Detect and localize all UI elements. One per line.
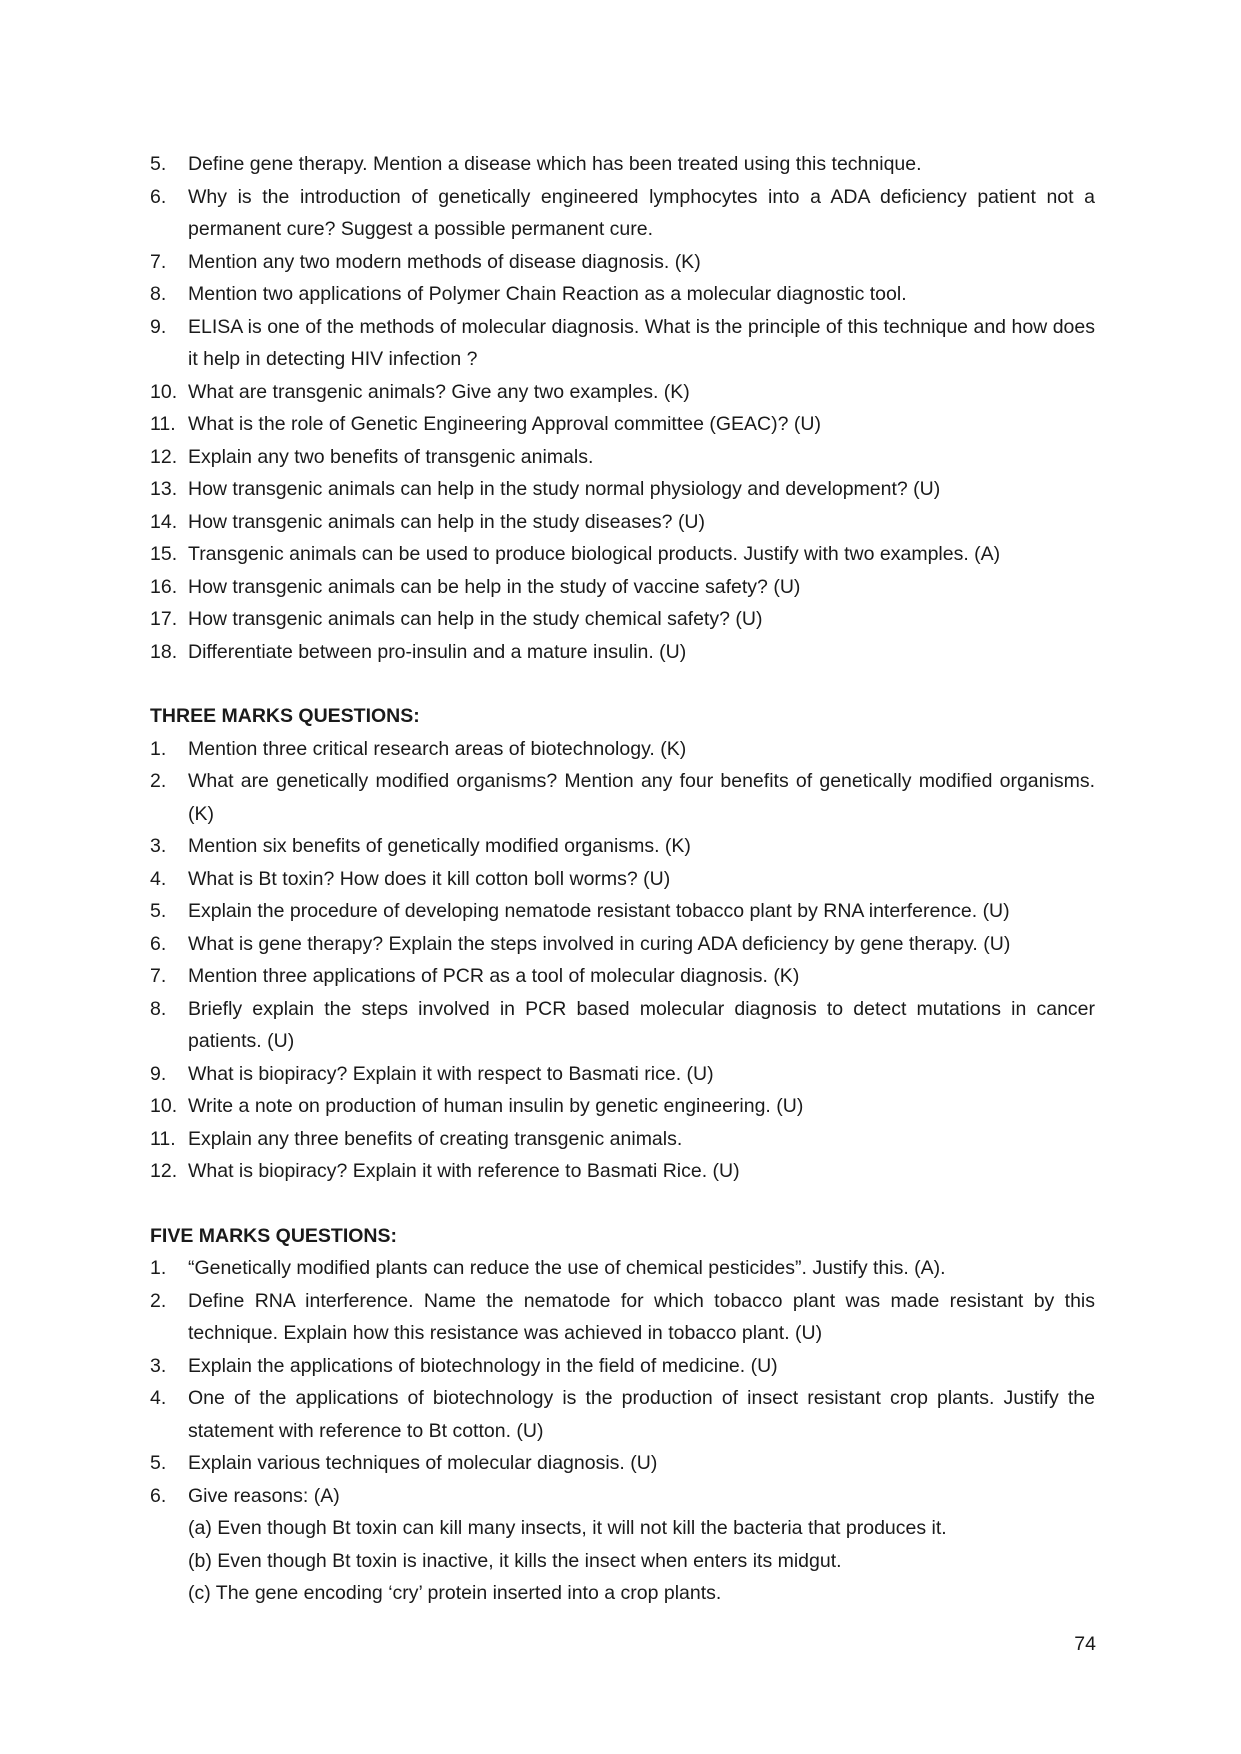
sub-item: (c) The gene encoding ‘cry’ protein inserted into a crop plants. <box>188 1582 722 1604</box>
item-number: 11. <box>150 1127 176 1150</box>
item-number: 17. <box>150 608 178 630</box>
item-number: 1. <box>150 1257 167 1279</box>
list-item <box>150 928 1095 961</box>
list-item <box>150 181 1095 246</box>
list-item <box>150 408 1095 441</box>
item-number: 11. <box>150 413 176 435</box>
item-text: How transgenic animals can help in the study normal physiology and development? (U) <box>188 478 941 500</box>
list-item <box>150 1350 1095 1383</box>
item-number: 10. <box>150 380 178 403</box>
item-text: Briefly explain the steps involved in PCR based molecular diagnosis to detect mutations in cancer patients. (U) <box>188 997 1095 1052</box>
item-text: What is the role of Genetic Engineering Approval committee (GEAC)? (U) <box>188 413 821 435</box>
page-number: 74 <box>1074 1633 1096 1655</box>
item-text: What are transgenic animals? Give any two examples. (K) <box>188 380 690 403</box>
item-number: 10. <box>150 1095 178 1117</box>
item-number: 5. <box>150 1452 167 1474</box>
list-item <box>150 148 1095 181</box>
item-number: 16. <box>150 575 178 598</box>
item-text: How transgenic animals can help in the study chemical safety? (U) <box>188 608 763 630</box>
list-item <box>150 1480 1095 1513</box>
item-number: 9. <box>150 1062 167 1085</box>
item-number: 6. <box>150 932 167 955</box>
question-list-three-marks <box>150 733 1095 1188</box>
item-text: What is biopiracy? Explain it with reference to Basmati Rice. (U) <box>188 1160 740 1182</box>
list-item <box>150 506 1095 539</box>
item-text: Mention three applications of PCR as a tool of molecular diagnosis. (K) <box>188 965 800 987</box>
item-text: ELISA is one of the methods of molecular diagnosis. What is the principle of this technique and how does it help in detecting HIV infection ? <box>188 315 1095 370</box>
item-number: 12. <box>150 445 178 468</box>
list-item <box>150 571 1095 604</box>
sub-item: (a) Even though Bt toxin can kill many insects, it will not kill the bacteria that produces it. <box>188 1517 947 1539</box>
item-number: 14. <box>150 510 178 533</box>
item-text: Mention any two modern methods of disease diagnosis. (K) <box>188 250 701 273</box>
item-text: Mention six benefits of genetically modified organisms. (K) <box>188 835 691 857</box>
list-item <box>150 1252 1095 1285</box>
question-list-intro <box>150 148 1095 668</box>
list-item <box>150 765 1095 830</box>
list-item <box>150 830 1095 863</box>
item-text: Explain the procedure of developing nematode resistant tobacco plant by RNA interference. (U) <box>188 900 1010 922</box>
question-list-five-marks <box>150 1252 1095 1610</box>
item-text: One of the applications of biotechnology is the production of insect resistant crop plants. Justify the statement with reference to Bt cotton. (U) <box>188 1387 1095 1442</box>
list-item <box>150 1285 1095 1350</box>
item-text: Give reasons: (A) <box>188 1484 340 1507</box>
item-number: 8. <box>150 997 167 1020</box>
item-text: Differentiate between pro-insulin and a mature insulin. (U) <box>188 640 687 663</box>
list-item <box>150 603 1095 636</box>
sub-item: (b) Even though Bt toxin is inactive, it kills the insect when enters its midgut. <box>188 1549 842 1572</box>
item-number: 1. <box>150 737 167 760</box>
item-text: Define gene therapy. Mention a disease which has been treated using this technique. <box>188 153 922 175</box>
list-item <box>150 1155 1095 1188</box>
list-item <box>150 538 1095 571</box>
list-item <box>150 1090 1095 1123</box>
list-item <box>150 993 1095 1058</box>
list-item <box>150 733 1095 766</box>
item-text: Explain the applications of biotechnology in the field of medicine. (U) <box>188 1354 778 1377</box>
item-text: “Genetically modified plants can reduce the use of chemical pesticides”. Justify this. (A). <box>188 1257 946 1279</box>
list-item <box>150 376 1095 409</box>
item-number: 6. <box>150 1484 167 1507</box>
document-page <box>150 148 1095 1610</box>
list-item <box>150 1447 1095 1480</box>
list-item <box>150 863 1095 896</box>
item-number: 4. <box>150 1387 167 1409</box>
list-item <box>150 636 1095 669</box>
item-number: 3. <box>150 835 167 857</box>
item-text: Explain various techniques of molecular diagnosis. (U) <box>188 1452 658 1474</box>
item-text: Why is the introduction of genetically engineered lymphocytes into a ADA deficiency patient not a permanent cure? Suggest a possible permanent cure. <box>188 185 1095 240</box>
item-number: 13. <box>150 478 178 500</box>
item-text: How transgenic animals can be help in the study of vaccine safety? (U) <box>188 575 801 598</box>
list-item <box>150 473 1095 506</box>
list-item <box>150 311 1095 376</box>
item-text: What is gene therapy? Explain the steps involved in curing ADA deficiency by gene therapy. (U) <box>188 932 1011 955</box>
list-item <box>150 1058 1095 1091</box>
item-text: Mention two applications of Polymer Chain Reaction as a molecular diagnostic tool. <box>188 283 907 305</box>
item-text: What are genetically modified organisms? Mention any four benefits of genetically modified organisms. (K) <box>188 770 1095 825</box>
list-item <box>150 895 1095 928</box>
item-number: 15. <box>150 543 178 565</box>
item-number: 2. <box>150 770 167 792</box>
three-marks-heading: THREE MARKS QUESTIONS: <box>150 705 420 727</box>
item-text: Write a note on production of human insulin by genetic engineering. (U) <box>188 1095 804 1117</box>
item-text: Transgenic animals can be used to produce biological products. Justify with two examples. (A) <box>188 543 1001 565</box>
five-marks-heading: FIVE MARKS QUESTIONS: <box>150 1224 398 1247</box>
item-number: 3. <box>150 1354 167 1377</box>
list-item <box>150 960 1095 993</box>
item-text: Explain any two benefits of transgenic animals. <box>188 445 594 468</box>
item-text: How transgenic animals can help in the study diseases? (U) <box>188 510 706 533</box>
item-number: 12. <box>150 1160 178 1182</box>
list-item <box>150 278 1095 311</box>
list-item <box>150 1382 1095 1447</box>
item-text: Mention three critical research areas of biotechnology. (K) <box>188 737 687 760</box>
item-text: Define RNA interference. Name the nematode for which tobacco plant was made resistant by this technique. Explain how this resistance was achieved in tobacco plant. (U) <box>188 1289 1095 1344</box>
item-number: 5. <box>150 900 167 922</box>
item-number: 8. <box>150 283 167 305</box>
item-text: What is biopiracy? Explain it with respect to Basmati rice. (U) <box>188 1062 714 1085</box>
item-number: 4. <box>150 867 167 890</box>
list-item <box>150 246 1095 279</box>
item-number: 9. <box>150 315 167 338</box>
list-item <box>150 441 1095 474</box>
item-text: Explain any three benefits of creating transgenic animals. <box>188 1127 683 1150</box>
item-number: 7. <box>150 250 167 273</box>
item-number: 18. <box>150 640 178 663</box>
item-number: 6. <box>150 185 167 208</box>
list-item <box>150 1123 1095 1156</box>
item-number: 5. <box>150 153 167 175</box>
item-text: What is Bt toxin? How does it kill cotton boll worms? (U) <box>188 867 671 890</box>
item-number: 2. <box>150 1289 167 1312</box>
item-number: 7. <box>150 965 167 987</box>
